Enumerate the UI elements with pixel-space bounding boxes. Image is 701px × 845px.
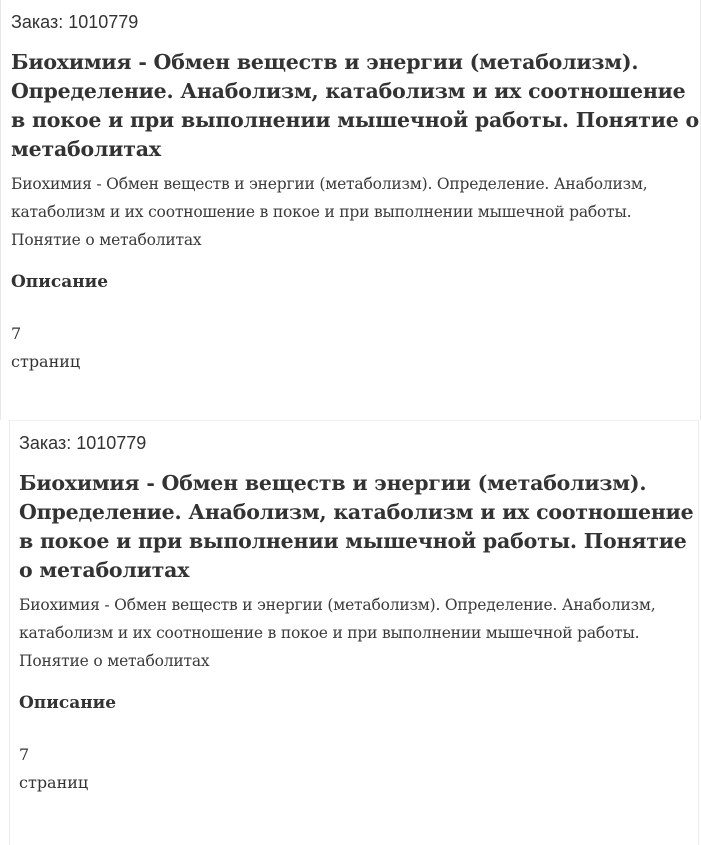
work-title[interactable]: Биохимия - Обмен веществ и энергии (метаболизм). Определение. Анаболизм, катаболизм и их соотношение в покое и при выполнении мышечной работы. Понятие о метаболитах [11,50,699,161]
page-count-label: страниц [11,352,81,371]
page-count: 7 [19,745,30,764]
page-count: 7 [11,324,22,343]
description-heading: Описание [11,272,109,292]
work-description: Биохимия - Обмен веществ и энергии (метаболизм). Определение. Анаболизм, катаболизм и их соотношение в покое и при выполнении мышечной работы. Понятие о метаболитах [11,175,648,249]
order-card [0,0,701,420]
page-count-label: страниц [19,773,89,792]
work-title[interactable]: Биохимия - Обмен веществ и энергии (метаболизм). Определение. Анаболизм, катаболизм и их соотношение в покое и при выполнении мышечной работы. Понятие о метаболитах [19,471,694,582]
description-heading: Описание [19,693,117,713]
order-number: Заказ: 1010779 [11,12,139,32]
order-number: Заказ: 1010779 [19,433,147,453]
order-card [9,420,699,845]
work-description: Биохимия - Обмен веществ и энергии (метаболизм). Определение. Анаболизм, катаболизм и их соотношение в покое и при выполнении мышечной работы. Понятие о метаболитах [19,596,656,670]
